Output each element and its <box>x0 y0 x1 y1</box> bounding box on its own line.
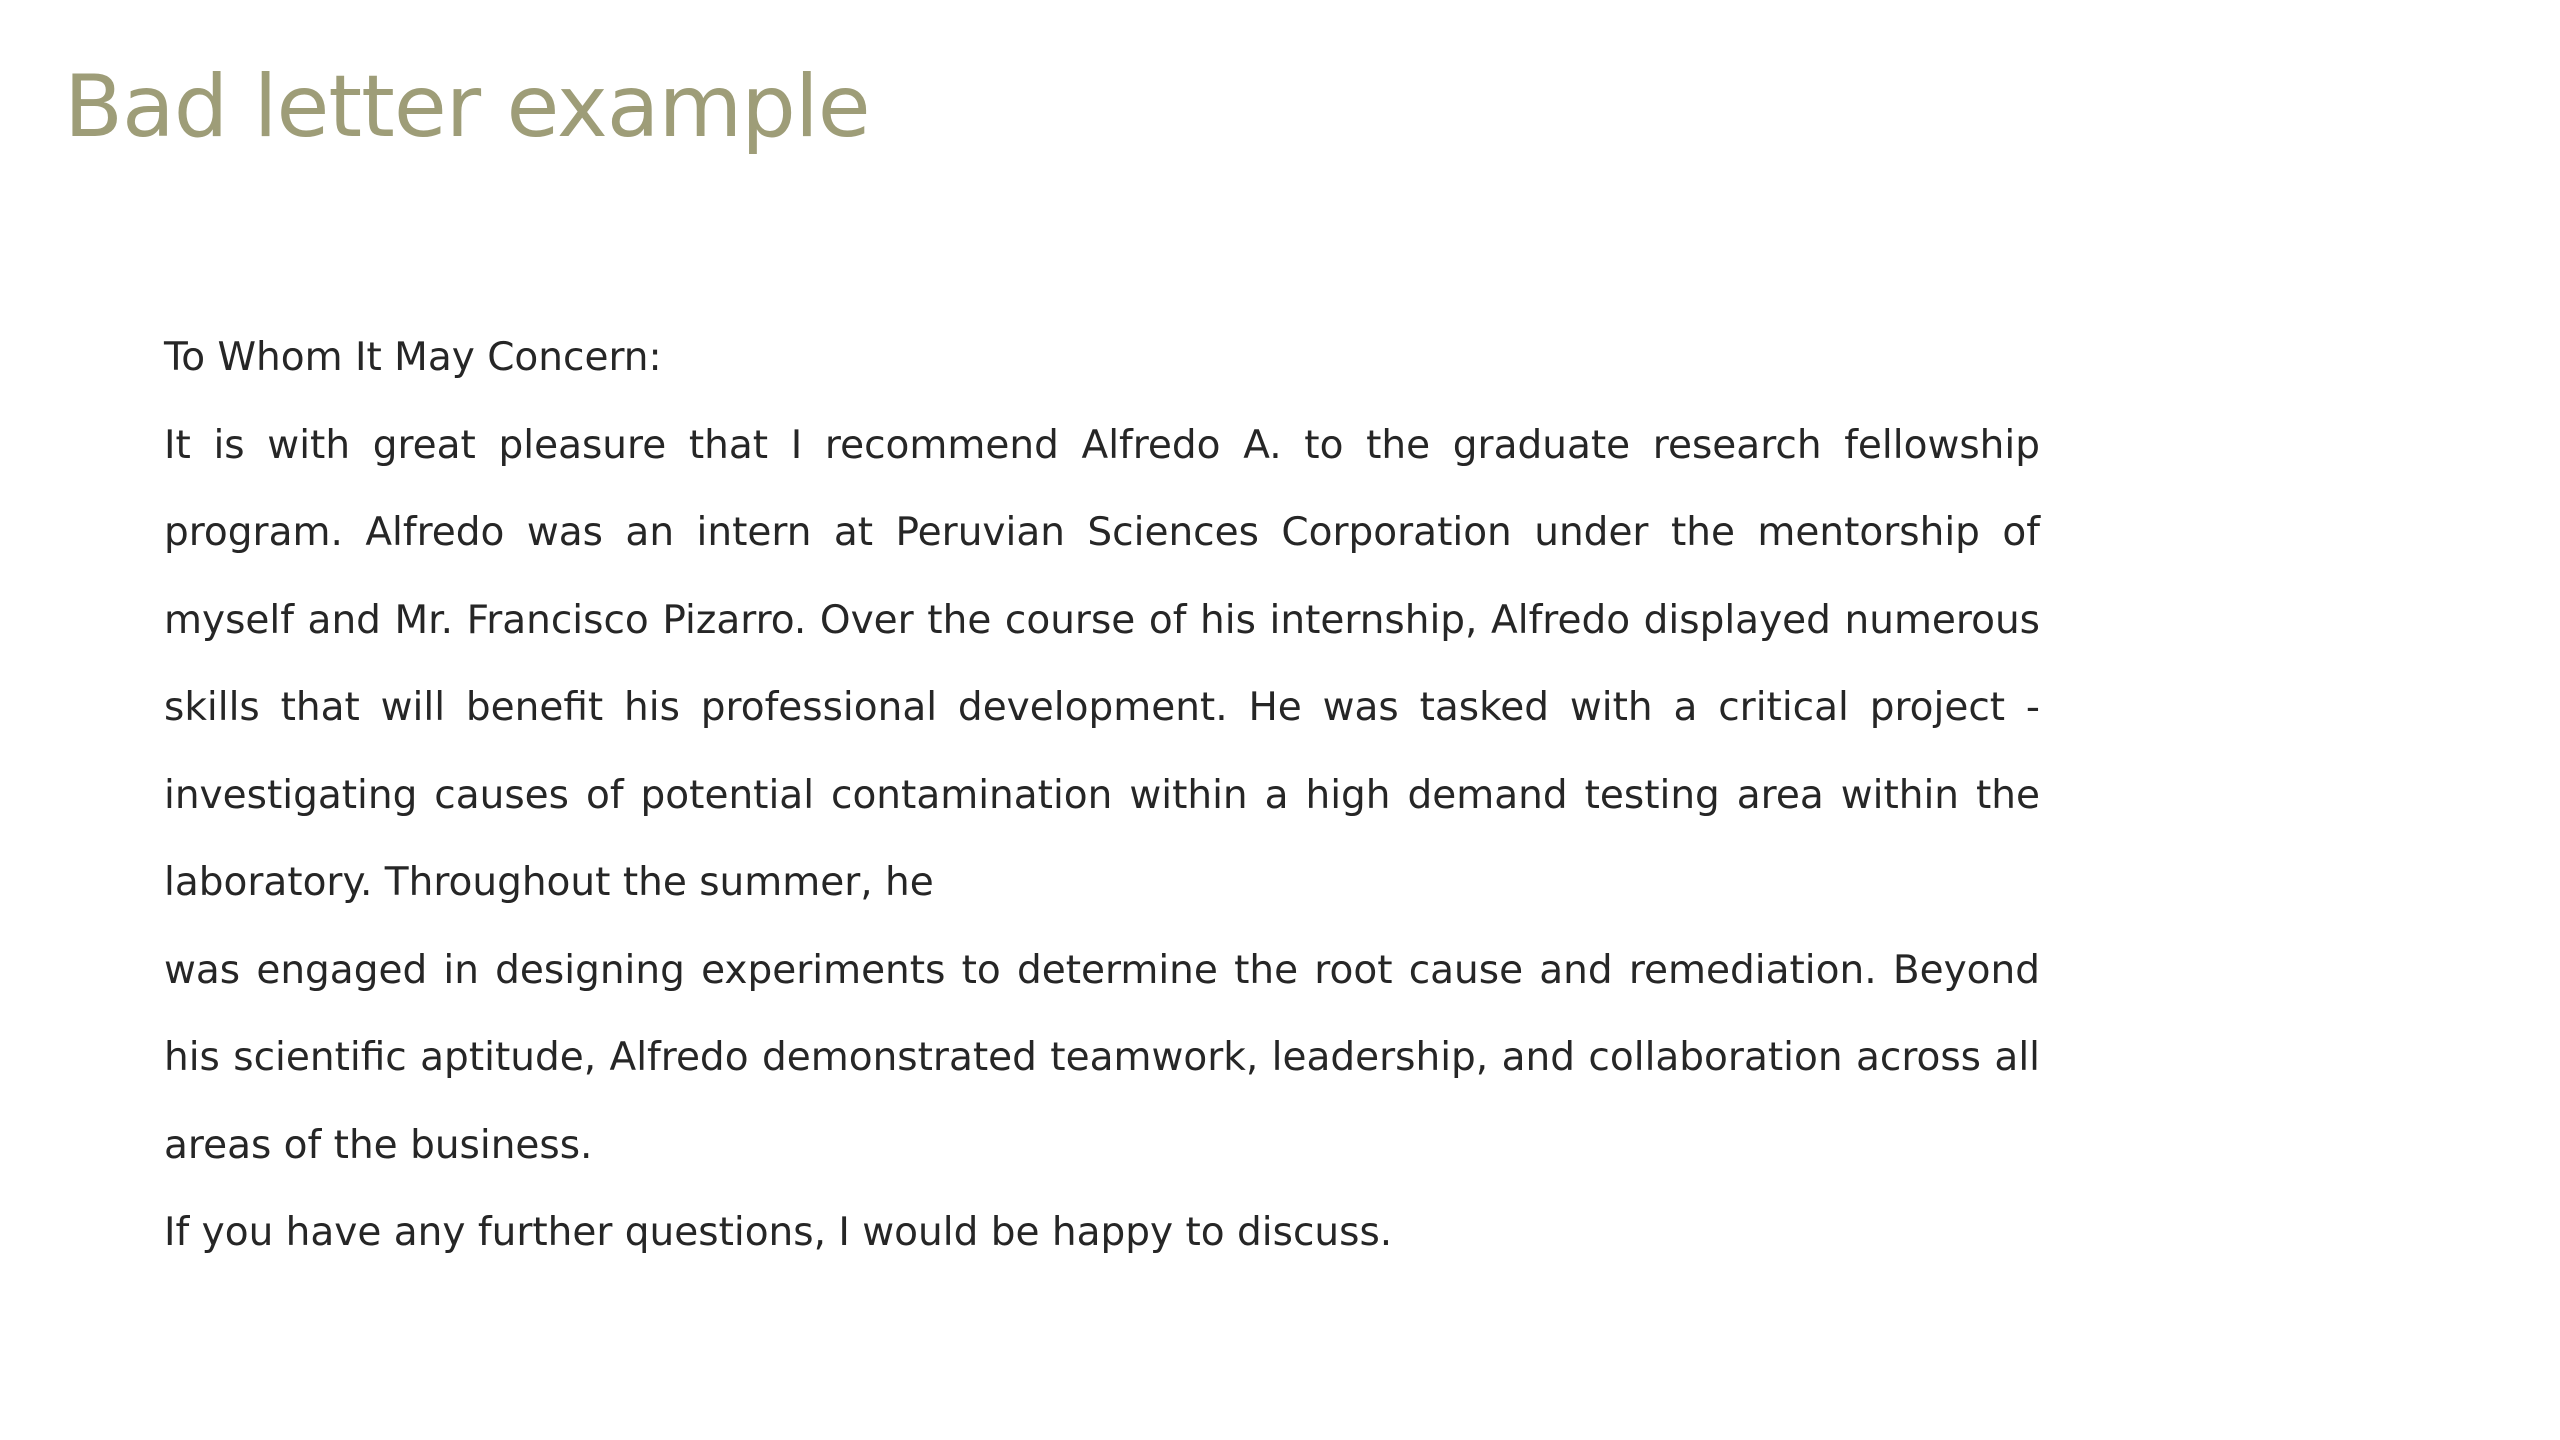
letter-paragraph-1: It is with great pleasure that I recommend Alfredo A. to the graduate research fellowship program. Alfredo was an intern at Peruvian Sciences Corporation under the mentorship of myself and Mr. Francisco Pizarro. Over the course of his internship, Alfredo displayed numerous skills that will benefit his professional development. He was tasked with a critical project - investigating causes of potential contamination within a high demand testing area within the laboratory. Throughout the summer, he <box>164 422 2040 905</box>
slide-title: Bad letter example <box>64 57 870 157</box>
letter-body <box>164 314 2040 1277</box>
letter-salutation: To Whom It May Concern: <box>164 335 662 380</box>
letter-closing: If you have any further questions, I would be happy to discuss. <box>164 1210 1393 1255</box>
letter-paragraph-2: was engaged in designing experiments to determine the root cause and remediation. Beyond his scientific aptitude, Alfredo demonstrated teamwork, leadership, and collaboration across all areas of the business. <box>164 947 2040 1168</box>
